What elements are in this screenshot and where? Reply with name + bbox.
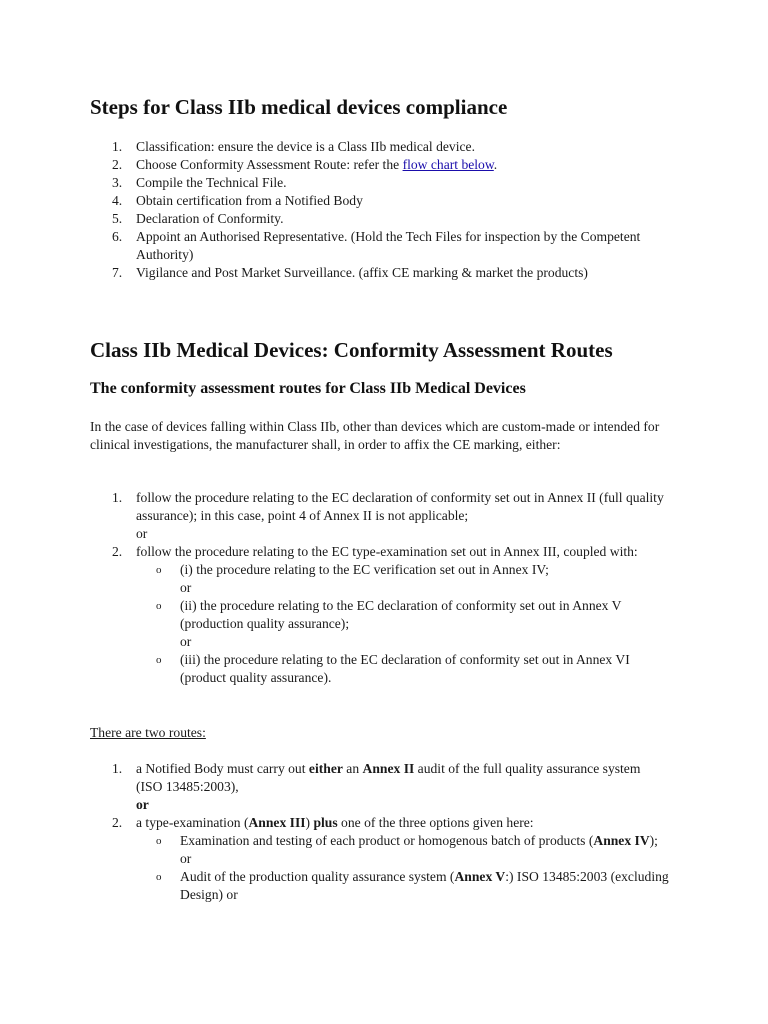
- list-item: [90, 138, 670, 156]
- bold-text: Annex II: [362, 761, 415, 776]
- two-routes-list: [90, 760, 670, 904]
- list-text: Obtain certification from a Notified Body: [136, 193, 363, 208]
- list-number: 2.: [112, 157, 123, 172]
- list-item: [90, 228, 670, 264]
- list-item: [90, 489, 670, 543]
- list-text: Appoint an Authorised Representative. (Hold the Tech Files for inspection by the Competent Authority): [136, 229, 641, 262]
- bullet-marker: o: [156, 654, 162, 666]
- list-text: an: [342, 761, 363, 776]
- list-text: Examination and testing of each product or homogenous batch of products (: [180, 833, 594, 848]
- list-text: follow the procedure relating to the EC declaration of conformity set out in Annex II (full quality assurance); in this case, point 4 of Annex II is not applicable;: [136, 490, 664, 523]
- section-title-routes: Class IIb Medical Devices: Conformity Assessment Routes: [90, 338, 613, 362]
- list-item: [90, 156, 670, 174]
- list-text: audit of the full quality assurance system (ISO 13485:2003),: [136, 761, 641, 794]
- list-text: a Notified Body must carry out: [136, 761, 309, 776]
- list-text: .: [493, 157, 498, 172]
- list-item: [136, 832, 670, 868]
- list-item: [90, 760, 670, 814]
- bullet-marker: o: [156, 835, 162, 847]
- or-text: or: [180, 580, 192, 595]
- list-text: Vigilance and Post Market Surveillance. (affix CE marking & market the products): [136, 265, 588, 280]
- intro-paragraph: In the case of devices falling within Class IIb, other than devices which are custom-made or intended for clinical investigations, the manufacturer shall, in order to affix the CE marking, either:: [90, 419, 660, 452]
- list-text: ): [305, 815, 314, 830]
- bold-text: plus: [313, 815, 338, 830]
- list-number: 7.: [112, 265, 123, 280]
- list-text: Choose Conformity Assessment Route: refer the: [136, 157, 403, 172]
- list-text: follow the procedure relating to the EC type-examination set out in Annex III, coupled with:: [136, 544, 638, 559]
- list-item: [136, 651, 670, 687]
- list-number: 2.: [112, 815, 123, 830]
- list-text: Classification: ensure the device is a Class IIb medical device.: [136, 139, 475, 154]
- bullet-marker: o: [156, 600, 162, 612]
- bullet-marker: o: [156, 871, 162, 883]
- subsection-title: The conformity assessment routes for Class IIb Medical Devices: [90, 380, 526, 397]
- list-number: 3.: [112, 175, 123, 190]
- list-item: [90, 210, 670, 228]
- or-text: or: [136, 797, 149, 812]
- list-number: 1.: [112, 761, 123, 776]
- list-text: :) ISO 13485:2003 (excluding Design) or: [180, 869, 669, 902]
- list-text: Compile the Technical File.: [136, 175, 287, 190]
- list-item: [90, 192, 670, 210]
- list-text: Audit of the production quality assurance system (: [180, 869, 455, 884]
- section-title-steps: Steps for Class IIb medical devices compliance: [90, 95, 508, 119]
- list-number: 2.: [112, 544, 123, 559]
- list-text: (i) the procedure relating to the EC verification set out in Annex IV;: [180, 562, 549, 577]
- list-item: [90, 814, 670, 904]
- list-number: 5.: [112, 211, 123, 226]
- options-list: [136, 832, 670, 904]
- list-number: 6.: [112, 229, 123, 244]
- bold-text: Annex IV: [593, 833, 650, 848]
- bold-text: Annex V: [454, 869, 506, 884]
- bold-text: Annex III: [248, 815, 306, 830]
- bold-text: either: [308, 761, 343, 776]
- list-item: [136, 868, 670, 904]
- two-routes-label: There are two routes:: [90, 725, 206, 740]
- list-text: one of the three options given here:: [337, 815, 534, 830]
- list-text: a type-examination (: [136, 815, 249, 830]
- list-number: 4.: [112, 193, 123, 208]
- list-item: [136, 597, 670, 651]
- options-list: [136, 561, 670, 687]
- list-text: ); or: [180, 833, 658, 866]
- or-text: or: [136, 526, 148, 541]
- list-number: 1.: [112, 139, 123, 154]
- routes-list: [90, 489, 670, 687]
- steps-list: [90, 138, 670, 282]
- list-item: [90, 174, 670, 192]
- list-text: Declaration of Conformity.: [136, 211, 284, 226]
- flow-chart-link[interactable]: flow chart below: [402, 157, 494, 172]
- list-item: [136, 561, 670, 597]
- bullet-marker: o: [156, 564, 162, 576]
- list-text: (ii) the procedure relating to the EC declaration of conformity set out in Annex V (production quality assurance);: [180, 598, 622, 631]
- or-text: or: [180, 634, 192, 649]
- list-item: [90, 264, 670, 282]
- list-text: (iii) the procedure relating to the EC declaration of conformity set out in Annex VI (product quality assurance).: [180, 652, 630, 685]
- list-number: 1.: [112, 490, 123, 505]
- list-item: [90, 543, 670, 687]
